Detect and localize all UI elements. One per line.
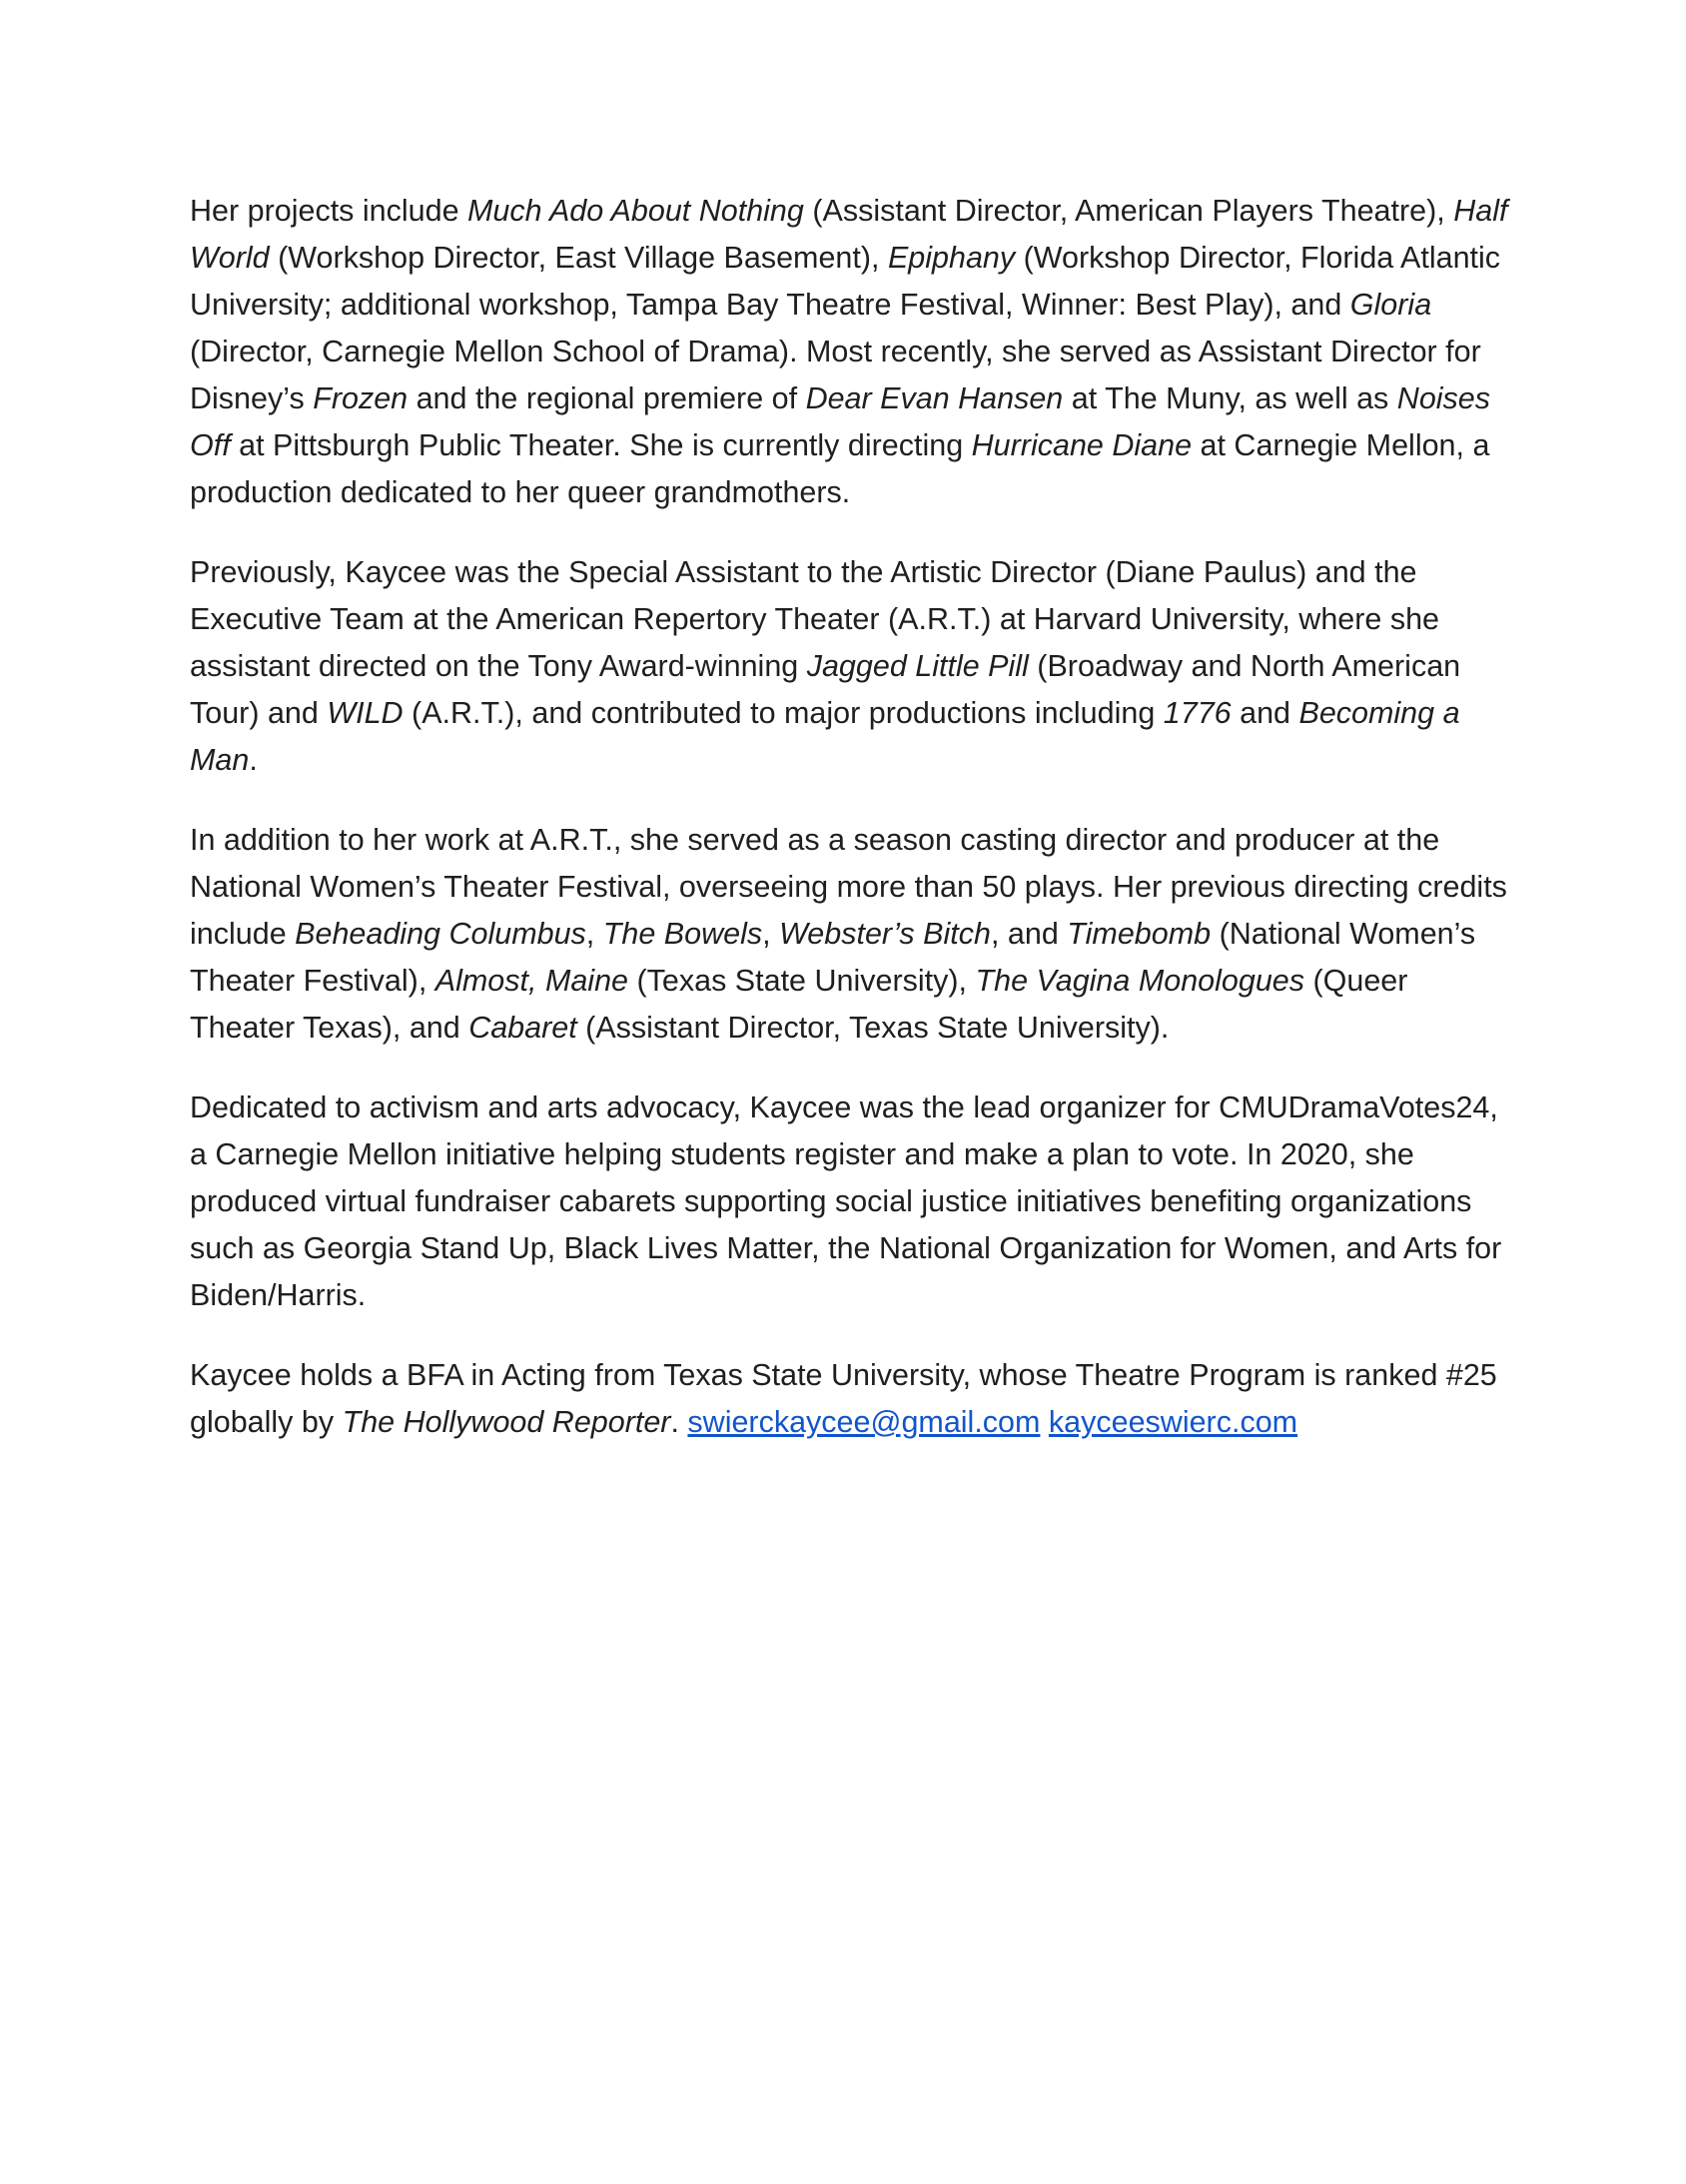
text-run: ,	[762, 917, 780, 951]
italic-title: Beheading Columbus	[295, 917, 586, 951]
text-run: at Carnegie Mellon, a production dedicated to her queer grandmothers.	[190, 428, 1490, 509]
text-run: (Texas State University),	[628, 964, 976, 998]
text-run: at The Muny, as well as	[1063, 381, 1397, 415]
text-run: Her projects include	[190, 194, 468, 228]
contact-link[interactable]: swierckaycee@gmail.com	[687, 1405, 1041, 1439]
italic-title: Noises Off	[190, 381, 1491, 462]
text-run: at Pittsburgh Public Theater. She is currently directing	[230, 428, 972, 462]
text-run: (Workshop Director, East Village Basement),	[269, 241, 888, 275]
text-run: , and	[990, 917, 1068, 951]
paragraph-addition	[190, 817, 1508, 1052]
italic-title: Hurricane Diane	[971, 428, 1193, 462]
text-run: (Broadway and North American Tour) and	[190, 649, 1461, 730]
text-run: (Assistant Director, Texas State University).	[576, 1011, 1170, 1045]
italic-title: Much Ado About Nothing	[467, 194, 804, 228]
document-body	[190, 188, 1508, 1479]
italic-title: Becoming a Man	[190, 696, 1460, 777]
italic-title: Gloria	[1349, 288, 1432, 322]
text-run: Kaycee holds a BFA in Acting from Texas State University, whose Theatre Program is ranked #25 globally by	[190, 1358, 1497, 1439]
italic-title: The Vagina Monologues	[975, 964, 1304, 998]
italic-title: Almost, Maine	[434, 964, 629, 998]
paragraph-activism	[190, 1085, 1508, 1319]
text-run: (Queer Theater Texas), and	[190, 964, 1408, 1045]
text-run: (Assistant Director, American Players Theatre),	[803, 194, 1454, 228]
text-run: In addition to her work at A.R.T., she served as a season casting director and producer at the National Women’s Theater Festival, overseeing more than 50 plays. Her previous directing credits include	[190, 823, 1507, 951]
italic-title: Cabaret	[468, 1011, 577, 1045]
paragraph-projects	[190, 188, 1508, 516]
text-run: and the regional premiere of	[408, 381, 806, 415]
text-run: and	[1231, 696, 1299, 730]
text-run: Dedicated to activism and arts advocacy, Kaycee was the lead organizer for CMUDramaVotes24, a Carnegie Mellon initiative helping students register and make a plan to vote. In 2020, she produced virtual fundraiser cabarets supporting social justice initiatives benefiting organizations such as Georgia Stand Up, Black Lives Matter, the National Organization for Women, and Arts for Biden/Harris.	[190, 1091, 1502, 1312]
italic-title: Frozen	[313, 381, 409, 415]
text-run: .	[670, 1405, 688, 1439]
italic-title: Epiphany	[887, 241, 1016, 275]
text-run: (Workshop Director, Florida Atlantic University; additional workshop, Tampa Bay Theatre Festival, Winner: Best Play), and	[190, 241, 1501, 322]
italic-title: Jagged Little Pill	[806, 649, 1029, 683]
contact-link[interactable]: kayceeswierc.com	[1048, 1405, 1298, 1439]
text-run: (Director, Carnegie Mellon School of Drama). Most recently, she served as Assistant Director for Disney’s	[190, 335, 1481, 415]
paragraph-education-contact	[190, 1352, 1508, 1446]
text-run: (National Women’s Theater Festival),	[190, 917, 1476, 998]
italic-title: Webster’s Bitch	[779, 917, 991, 951]
italic-title: 1776	[1163, 696, 1232, 730]
italic-title: WILD	[327, 696, 404, 730]
text-run: .	[249, 743, 258, 777]
paragraph-previously	[190, 549, 1508, 784]
italic-title: The Bowels	[602, 917, 763, 951]
text-run: (A.R.T.), and contributed to major productions including	[403, 696, 1164, 730]
italic-title: Timebomb	[1067, 917, 1212, 951]
text-run: ,	[585, 917, 603, 951]
text-run	[1040, 1405, 1048, 1439]
italic-title: Dear Evan Hansen	[805, 381, 1064, 415]
italic-title: Half World	[190, 194, 1508, 275]
text-run: Previously, Kaycee was the Special Assistant to the Artistic Director (Diane Paulus) and the Executive Team at the American Repertory Theater (A.R.T.) at Harvard University, where she assistant directed on the Tony Award-winning	[190, 555, 1440, 683]
italic-title: The Hollywood Reporter	[342, 1405, 671, 1439]
